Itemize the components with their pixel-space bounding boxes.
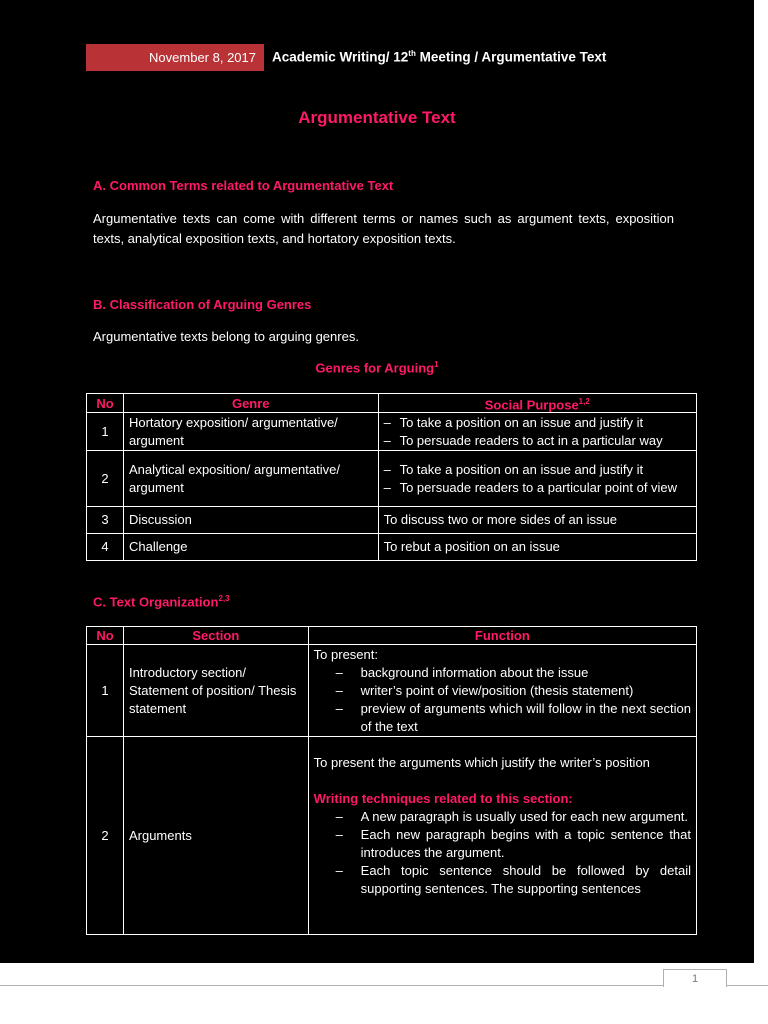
- column-header-section: Section: [123, 627, 308, 645]
- list-item: – Each topic sentence should be followed by detail supporting sentences. The supporting sentences: [314, 862, 691, 898]
- column-header-no: No: [87, 627, 124, 645]
- list-item: – To take a position on an issue and justify it: [384, 461, 691, 479]
- table-row: 2 Arguments To present the arguments which justify the writer’s position Writing techniques related to this section: – A new paragraph is usually used for each new argument. – Each new paragraph begins with a topic sentence that introduces the argument. – Each topic sentence should be followed by detail supporting sentences. The supporting sentences: [87, 737, 697, 935]
- list-item: – Each new paragraph begins with a topic sentence that introduces the argument.: [314, 826, 691, 862]
- table-header-row: [87, 394, 697, 413]
- table-row: 2 Analytical exposition/ argumentative/ argument – To take a position on an issue and justify it – To persuade readers to a particular point of view: [87, 451, 697, 507]
- table-row: 1 Introductory section/ Statement of position/ Thesis statement To present: – background information about the issue – writer’s point of view/position (thesis statement) – preview of arguments which will follow in the next section of the text: [87, 645, 697, 737]
- column-header-function: Function: [308, 627, 696, 645]
- table-header-row: [87, 627, 697, 645]
- table-row: 3 Discussion To discuss two or more sides of an issue: [87, 507, 697, 534]
- list-item: – background information about the issue: [314, 664, 691, 682]
- column-header-no: No: [87, 394, 124, 413]
- list-item: – To persuade readers to act in a particular way: [384, 432, 691, 450]
- list-item: – A new paragraph is usually used for each new argument.: [314, 808, 691, 826]
- date-text: November 8, 2017: [149, 50, 256, 65]
- list-item: – writer’s point of view/position (thesis statement): [314, 682, 691, 700]
- genres-table-caption: Genres for Arguing$^1$: [315, 360, 439, 376]
- table-row: 1 Hortatory exposition/ argumentative/ argument – To take a position on an issue and justify it – To persuade readers to act in a particular way: [87, 413, 697, 451]
- header-course-title: Academic Writing/ 12th Meeting / Argumentative Text: [272, 49, 607, 65]
- genres-table: [86, 393, 697, 561]
- techniques-heading: Writing techniques related to this section:: [313, 791, 573, 806]
- column-header-genre: Genre: [123, 394, 378, 413]
- organization-table: [86, 626, 697, 935]
- list-item: – To persuade readers to a particular point of view: [384, 479, 691, 497]
- section-a-paragraph: Argumentative texts can come with different terms or names such as argument texts, exposition texts, analytical exposition texts, and hortatory exposition texts.: [93, 211, 674, 246]
- list-item: – preview of arguments which will follow in the next section of the text: [314, 700, 691, 736]
- footer-rule: [0, 985, 768, 986]
- page-number: 1: [663, 969, 727, 987]
- document-title: Argumentative Text: [298, 108, 456, 127]
- table-row: 4 Challenge To rebut a position on an issue: [87, 534, 697, 561]
- list-item: – To take a position on an issue and justify it: [384, 414, 691, 432]
- date-badge: [86, 44, 264, 71]
- section-b-heading: B. Classification of Arguing Genres: [93, 297, 312, 312]
- section-c-heading: C. Text Organization$^{2,3}$: [93, 594, 230, 610]
- section-a-heading: A. Common Terms related to Argumentative Text: [93, 178, 394, 193]
- section-b-paragraph: Argumentative texts belong to arguing genres.: [93, 329, 359, 344]
- column-header-purpose: Social Purpose$^{1,2}$: [378, 394, 696, 413]
